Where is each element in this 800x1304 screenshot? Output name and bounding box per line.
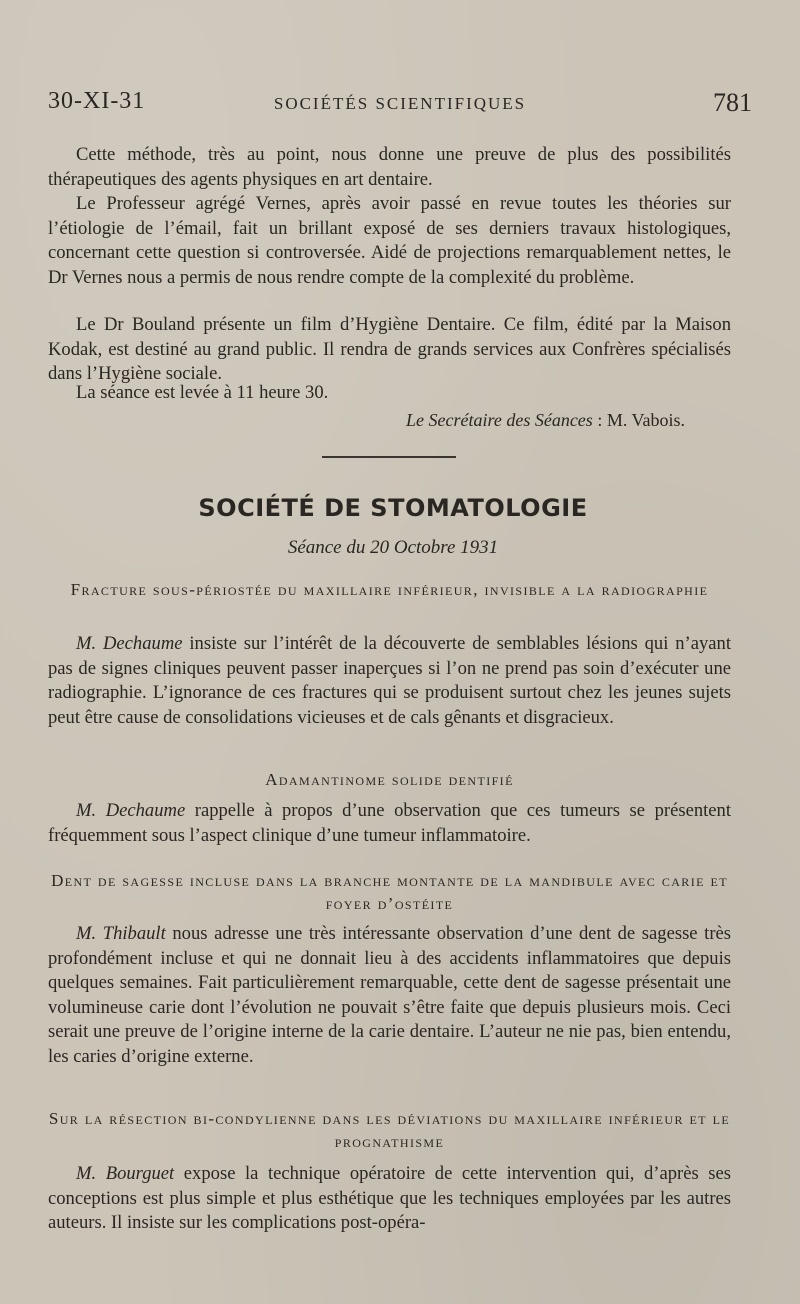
section-body: insiste sur l’intérêt de la découverte de semblables lésions qui n’ayant pas de signes cliniques peuvent passer inaperçues si l’on ne prend pas soin d’exécuter une radiographie. L’ignorance de ces fractures qui se produisent surtout chez les jeunes sujets peut être cause de consolidations vicieuses et de cals gênants et disgracieux. (48, 633, 731, 728)
section-heading: Adamantinome solide dentifié (265, 770, 514, 789)
signature (48, 410, 685, 431)
page-number: 781 (713, 88, 752, 117)
intro-paragraph: Le Professeur agrégé Vernes, après avoir passé en revue toutes les théories sur l’étiologie de l’émail, fait un brillant exposé de ses derniers travaux histologiques, concernant cette question si controversée. Aidé de projections remarquablement nettes, le Dr Vernes nous a permis de nous rendre compte de la complexité du problème. (48, 193, 731, 288)
session-date: Séance du 20 Octobre 1931 (287, 537, 499, 558)
section-body: expose la technique opératoire de cette intervention qui, d’après ses conceptions est plus simple et plus esthétique que les techniques employées par les autres auteurs. Il insiste sur les complications post-opéra- (48, 1163, 732, 1233)
section-heading: Fracture sous-périostée du maxillaire inférieur, invisible a la radiographie (70, 580, 709, 599)
intro-paragraph: Cette méthode, très au point, nous donne une preuve de plus des possibilités thérapeutiques des agents physiques en art dentaire. (48, 144, 731, 190)
section-divider (322, 456, 456, 458)
section-heading: Sur la résection bi-condylienne dans les déviations du maxillaire inférieur et le prognathisme (48, 1109, 731, 1151)
author-name: M. Bourguet (76, 1163, 175, 1184)
header-section-title: SOCIÉTÉS SCIENTIFIQUES (273, 94, 527, 113)
section-paragraph (48, 632, 731, 730)
section-paragraph (48, 1162, 731, 1236)
intro-paragraph: La séance est levée à 11 heure 30. (76, 382, 329, 403)
section-body: rappelle à propos d’une observation que ces tumeurs se présentent fréquemment sous l’aspect clinique d’une tumeur inflammatoire. (48, 800, 731, 846)
section-body: nous adresse une très intéressante observation d’une dent de sagesse très profondément incluse et qui ne donnait lieu à des accidents inflammatoires que depuis quelques semaines. Fait particulièrement remarquable, cette dent de sagesse présentait une volumineuse carie dont l’évolution ne pouvait s’être faite que depuis plusieurs mois. Ceci serait une preuve de l’origine interne de la carie dentaire. L’auteur ne nie pas, bien entendu, les caries d’origine externe. (48, 923, 732, 1067)
section-paragraph (48, 799, 731, 848)
signature-role: Le Secrétaire des Séances (406, 410, 593, 430)
society-title: SOCIÉTÉ DE STOMATOLOGIE (198, 494, 588, 522)
author-name: M. Dechaume (76, 633, 183, 654)
section-heading: Dent de sagesse incluse dans la branche montante de la mandibule avec carie et foyer d’ostéite (51, 871, 728, 913)
signature-name: : M. Vabois. (597, 410, 685, 430)
page-header (48, 88, 752, 128)
header-date: 30-XI-31 (48, 88, 146, 114)
author-name: M. Thibault (76, 923, 166, 944)
author-name: M. Dechaume (76, 800, 186, 821)
section-paragraph (48, 922, 731, 1069)
intro-paragraph: Le Dr Bouland présente un film d’Hygiène Dentaire. Ce film, édité par la Maison Kodak, est destiné au grand public. Il rendra de grands services aux Confrères spécialisés dans l’Hygiène sociale. (48, 314, 731, 384)
